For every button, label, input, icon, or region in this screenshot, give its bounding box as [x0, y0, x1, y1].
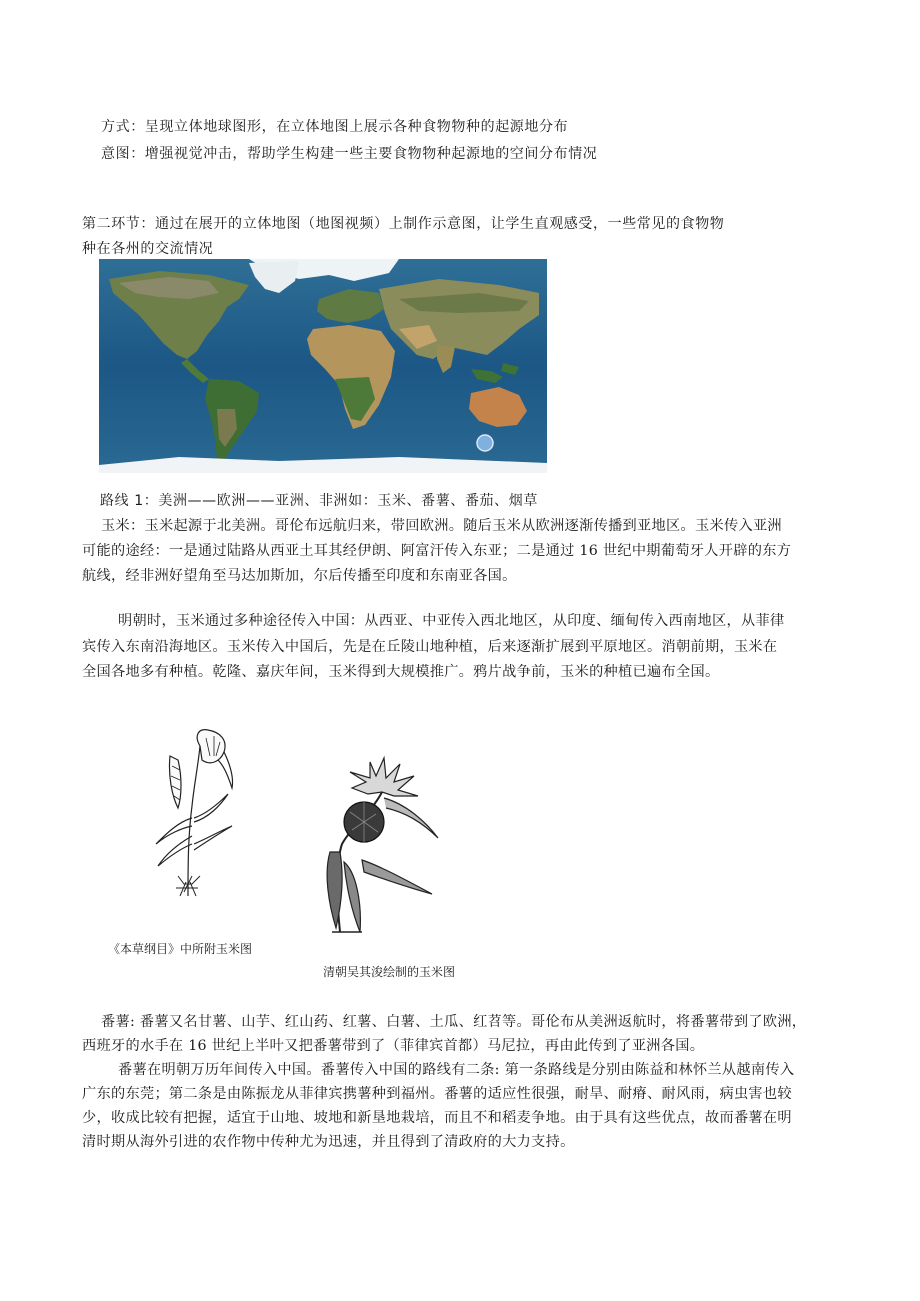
route1-line: 路线 1：美洲——欧洲——亚洲、非洲如：玉米、番薯、番茄、烟草: [100, 493, 538, 509]
corn-p1-line1: 玉米：玉米起源于北美洲。哥伦布远航归来，带回欧洲。随后玉米从欧洲逐渐传播到亚地区。玉米传入亚洲: [101, 518, 782, 534]
caption-left: 《本草纲目》中所附玉米图: [108, 942, 253, 956]
sweet-potato-p1-line1: 番薯: 番薯又名甘薯、山芋、红山药、红薯、白薯、土瓜、红苕等。哥伦布从美洲返航时，将番薯带到了欧洲，: [101, 1014, 807, 1030]
sweet-potato-p2-line4: 清时期从海外引进的农作物中传种尤为迅速，并且得到了清政府的大力支持。: [82, 1134, 575, 1150]
corn-illustration-right: [322, 752, 442, 938]
corn-illustration-left: [148, 726, 238, 898]
section2-heading-line1: 第二环节：通过在展开的立体地图（地图视频）上制作示意图，让学生直观感受，一些常见的食物物: [82, 216, 725, 232]
caption-right: 清朝吴其浚绘制的玉米图: [323, 965, 456, 979]
corn-p2-line3: 全国各地多有种植。乾隆、嘉庆年间，玉米得到大规模推广。鸦片战争前，玉米的种植已遍布全国。: [82, 664, 720, 680]
sweet-potato-p1-line2: 西班牙的水手在 16 世纪上半叶又把番薯带到了（菲律宾首都）马尼拉，再由此传到了亚洲各国。: [82, 1038, 705, 1054]
corn-p2-line1: 明朝时，玉米通过多种途径传入中国：从西亚、中亚传入西北地区，从印度、缅甸传入西南地区，从菲律: [118, 613, 785, 629]
sweet-potato-p2-line3: 少，收成比较有把握，适宜于山地、坡地和新垦地栽培，而且不和稻麦争地。由于具有这些优点，故而番薯在明: [82, 1110, 792, 1126]
sweet-potato-p2-line1: 番薯在明朝万历年间传入中国。番薯传入中国的路线有二条: 第一条路线是分别由陈益和林怀兰从越南传入: [118, 1062, 795, 1078]
sweet-potato-p2-line2: 广东的东莞；第二条是由陈振龙从菲律宾携薯种到福州。番薯的适应性很强，耐旱、耐瘠、耐风雨，病虫害也较: [82, 1086, 792, 1102]
method-line: 方式：呈现立体地球图形，在立体地图上展示各种食物物种的起源地分布: [101, 119, 569, 135]
section2-heading-line2: 种在各州的交流情况: [82, 241, 214, 257]
world-map-image: [99, 259, 547, 473]
corn-p1-line3: 航线，经非洲好望角至马达加斯加，尔后传播至印度和东南亚各国。: [82, 568, 517, 584]
world-map-svg: [99, 259, 547, 473]
corn-p2-line2: 宾传入东南沿海地区。玉米传入中国后，先是在丘陵山地种植，后来逐渐扩展到平原地区。消朝前期，玉米在: [82, 639, 778, 655]
intent-line: 意图：增强视觉冲击，帮助学生构建一些主要食物物种起源地的空间分布情况: [101, 146, 598, 162]
marker-dot: [477, 435, 493, 451]
corn-p1-line2: 可能的途经：一是通过陆路从西亚土耳其经伊朗、阿富汗传入东亚；二是通过 16 世纪中期葡萄牙人开辟的东方: [82, 543, 792, 559]
